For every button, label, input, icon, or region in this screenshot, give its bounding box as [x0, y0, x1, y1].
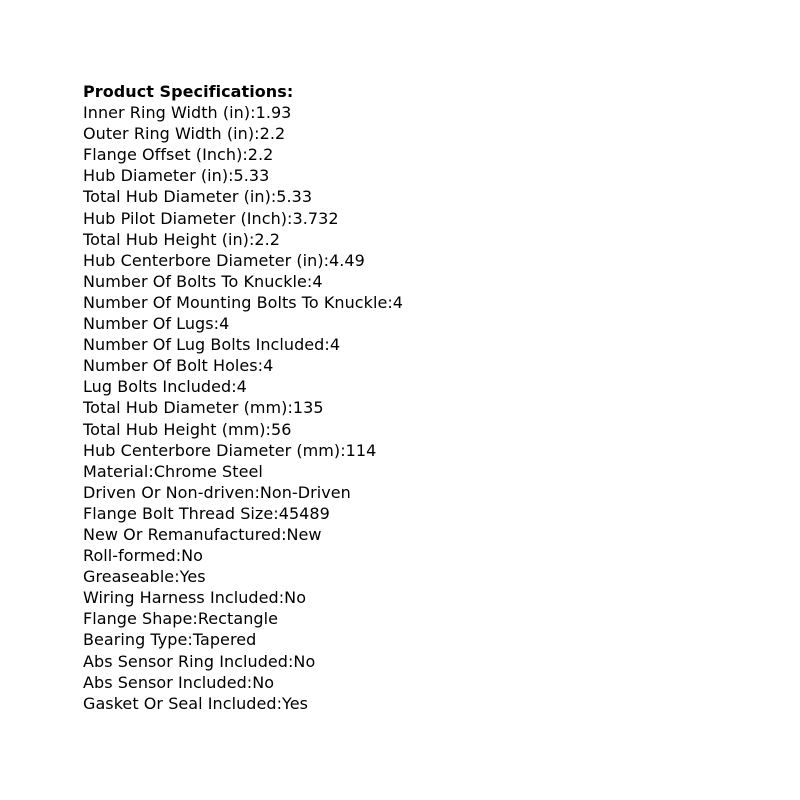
- spec-row: Wiring Harness Included:No: [83, 588, 307, 608]
- spec-row: Hub Diameter (in):5.33: [83, 166, 270, 186]
- spec-list: [83, 102, 403, 714]
- spec-row: Outer Ring Width (in):2.2: [83, 124, 286, 144]
- spec-row: Total Hub Height (mm):56: [83, 419, 292, 439]
- spec-row: Lug Bolts Included:4: [83, 377, 247, 397]
- product-specifications: [83, 81, 403, 714]
- spec-row: Hub Centerbore Diameter (in):4.49: [83, 250, 365, 270]
- spec-row: Bearing Type:Tapered: [83, 630, 257, 650]
- specs-title: Product Specifications:: [83, 82, 294, 101]
- spec-row: Hub Centerbore Diameter (mm):114: [83, 440, 377, 460]
- spec-row: Roll-formed:No: [83, 546, 204, 566]
- spec-row: Number Of Lugs:4: [83, 314, 230, 334]
- spec-row: Abs Sensor Included:No: [83, 672, 275, 692]
- spec-row: Abs Sensor Ring Included:No: [83, 651, 316, 671]
- spec-row: Number Of Bolt Holes:4: [83, 356, 274, 376]
- spec-row: Inner Ring Width (in):1.93: [83, 103, 292, 123]
- spec-row: Number Of Mounting Bolts To Knuckle:4: [83, 292, 404, 312]
- spec-row: Total Hub Diameter (in):5.33: [83, 187, 313, 207]
- spec-row: Number Of Bolts To Knuckle:4: [83, 271, 323, 291]
- spec-row: Flange Shape:Rectangle: [83, 609, 278, 629]
- spec-row: Driven Or Non-driven:Non-Driven: [83, 482, 351, 502]
- spec-row: Total Hub Height (in):2.2: [83, 229, 280, 249]
- spec-row: Gasket Or Seal Included:Yes: [83, 693, 308, 713]
- spec-row: Number Of Lug Bolts Included:4: [83, 335, 341, 355]
- spec-row: Flange Bolt Thread Size:45489: [83, 503, 330, 523]
- spec-row: Total Hub Diameter (mm):135: [83, 398, 324, 418]
- spec-row: Greaseable:Yes: [83, 567, 206, 587]
- spec-row: New Or Remanufactured:New: [83, 524, 322, 544]
- spec-row: Material:Chrome Steel: [83, 461, 263, 481]
- spec-row: Hub Pilot Diameter (Inch):3.732: [83, 208, 339, 228]
- spec-row: Flange Offset (Inch):2.2: [83, 145, 274, 165]
